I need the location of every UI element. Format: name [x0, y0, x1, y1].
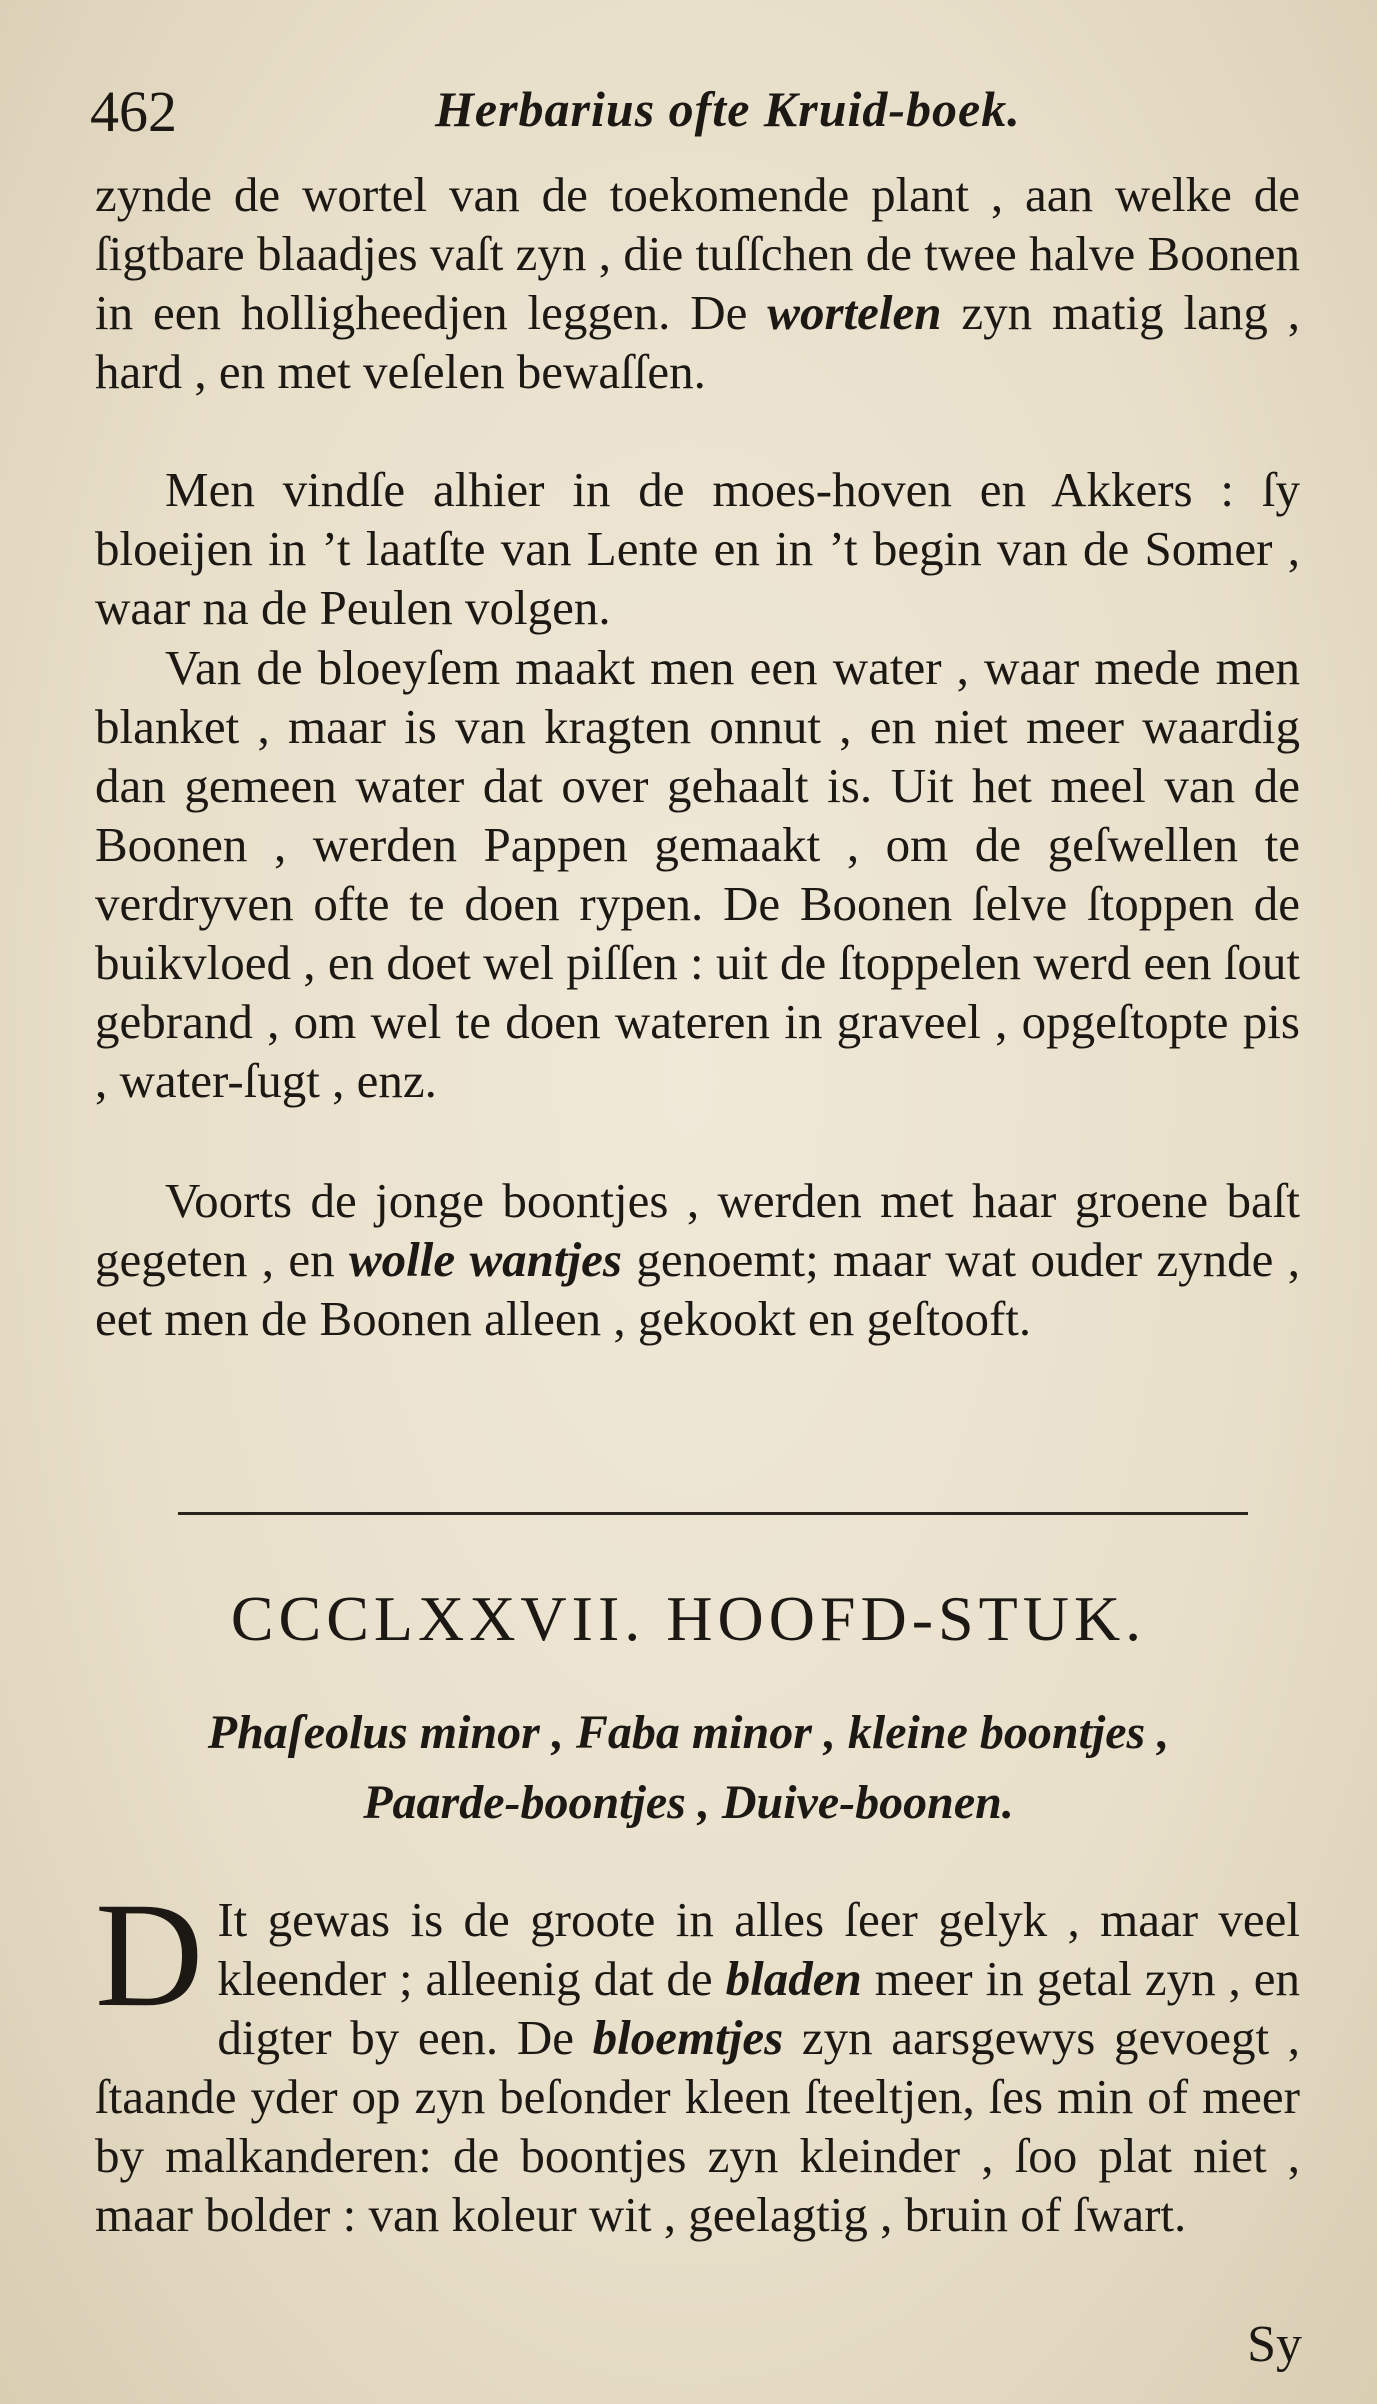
- italic-term: wolle wantjes: [348, 1232, 622, 1287]
- text-run: zyn matig lang , hard , en met veſelen bewaſſen.: [95, 285, 1301, 399]
- running-title: Herbarius ofte Kruid-boek.: [435, 81, 1021, 137]
- chapter-subtitle-line-1: Phaſeolus minor , Faba minor , kleine boontjes ,: [207, 1706, 1170, 1759]
- paragraph-uses: Van de bloeyſem maakt men een water , waar mede men blanket , maar is van kragten onnut , en niet meer waardig dan gemeen water dat over gehaalt is. Uit het meel van de Boonen , werden Pappen gemaakt , om de geſwellen te verdryven ofte te doen rypen. De Boonen ſelve ſtoppen de buikvloed , en doet wel piſſen : uit de ſtoppelen werd een ſout gebrand , om wel te doen wateren in graveel , opgeſtopte pis , water-ſugt , enz.: [95, 640, 1300, 1108]
- chapter-subtitle-line-2: Paarde-boontjes , Duive-boonen.: [363, 1776, 1014, 1829]
- italic-term: bloemtjes: [592, 2010, 784, 2065]
- text-run: Voorts de jonge boontjes , werden met haar groene baſt gegeten , en: [95, 1173, 1300, 1287]
- text-run: genoemt; maar wat ouder zynde , eet men de Boonen alleen , gekookt en geſtooft.: [95, 1232, 1301, 1346]
- paragraph-habitat: Men vindſe alhier in de moes-hoven en Akkers : ſy bloeijen in ’t laatſte van Lente en in ’t begin van de Somer , waar na de Peulen volgen.: [95, 462, 1300, 635]
- text-run: It gewas is de groote in alles ſeer gelyk , maar veel kleender ; alleenig dat de: [217, 1892, 1300, 2006]
- text-run: zynde de wortel van de toekomende plant , aan welke de ſigtbare blaadjes vaſt zyn , die tuſſchen de twee halve Boonen in een holligheedjen leggen. De: [95, 167, 1300, 340]
- paragraph-continuation: [95, 165, 1300, 401]
- text-run: meer in getal zyn , en digter by een. De: [217, 1951, 1300, 2065]
- section-divider: [178, 1512, 1248, 1515]
- page-number: 462: [90, 79, 177, 144]
- chapter-body: [95, 1872, 1300, 2244]
- page-header: [90, 70, 1300, 160]
- catchword: Sy: [1247, 2316, 1302, 2373]
- italic-term: wortelen: [767, 285, 942, 340]
- italic-term: bladen: [725, 1951, 862, 2006]
- text-run: zyn aarsgewys gevoegt , ſtaande yder op zyn beſonder kleen ſteeltjen, ſes min of meer by malkanderen: de boontjes zyn kleinder , ſoo plat niet , maar bolder : van koleur wit , geelagtig , bruin of ſwart.: [95, 2010, 1300, 2242]
- paragraph-young-beans: [95, 1171, 1300, 1348]
- drop-cap: D: [95, 1872, 204, 2038]
- chapter-heading: CCCLXXVII. HOOFD-STUK.: [230, 1583, 1147, 1654]
